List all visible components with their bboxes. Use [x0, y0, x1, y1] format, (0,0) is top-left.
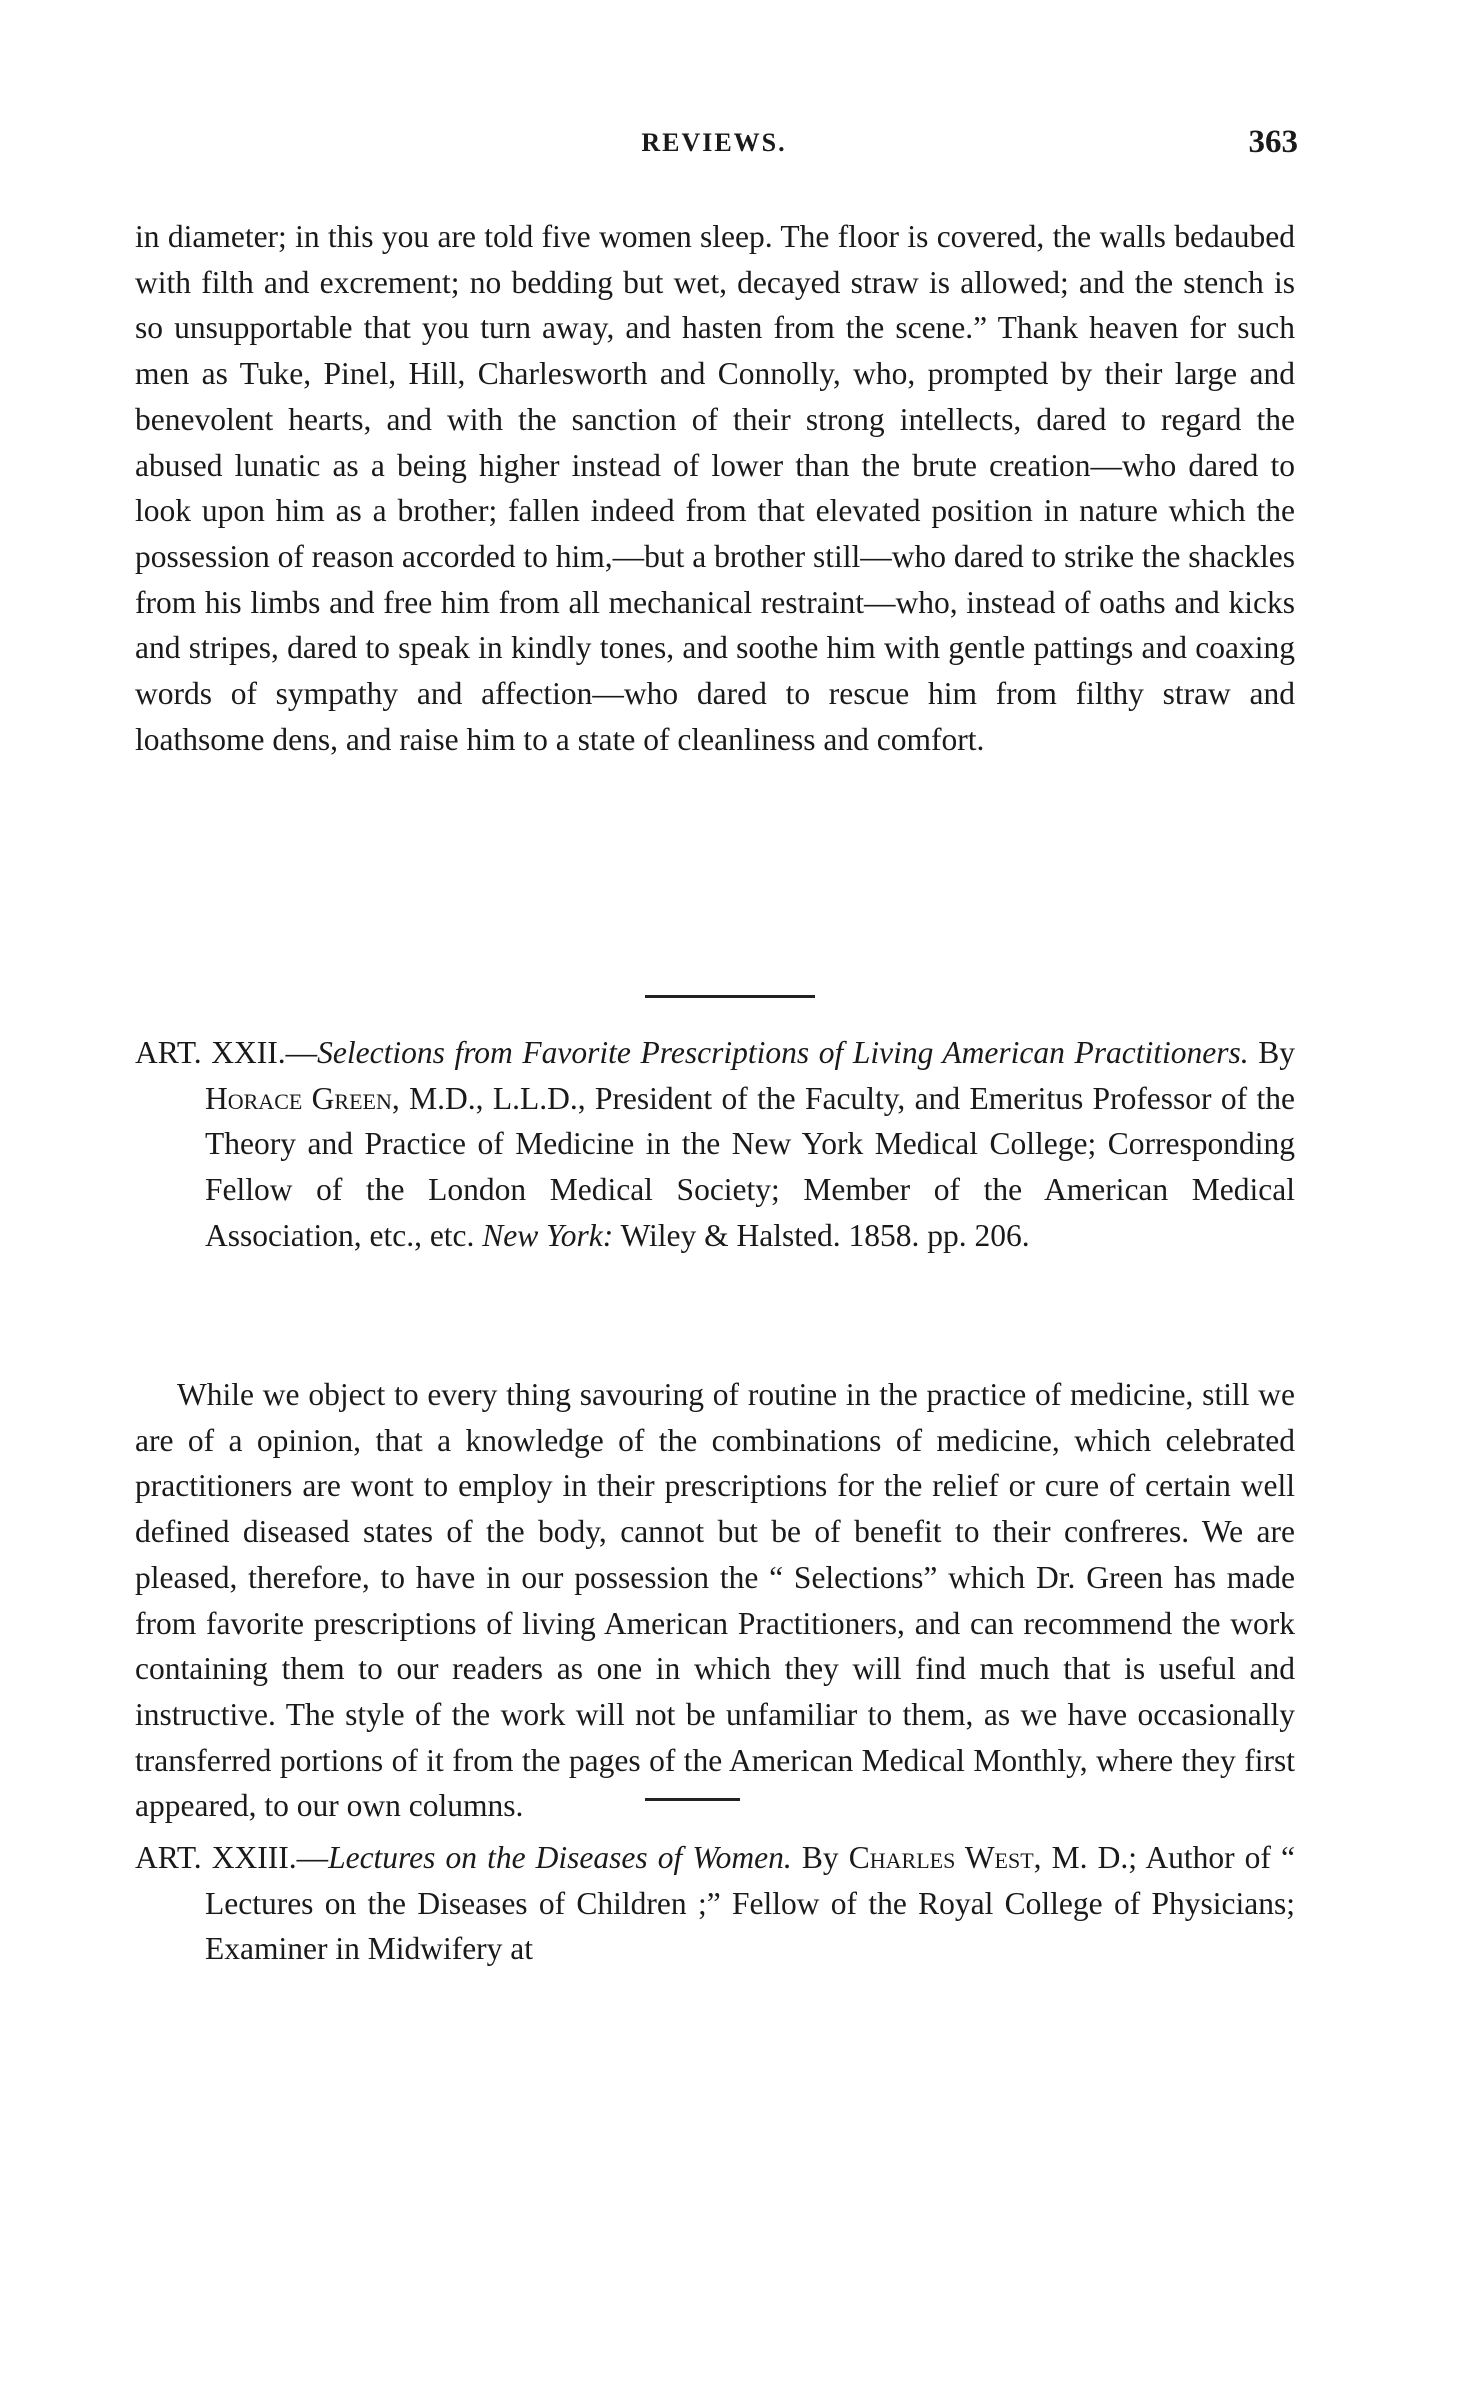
running-head: [130, 124, 1298, 168]
article-details: , M. D.; Author of “ Lectures on the Diseases of Children ;” Fellow of the Royal College of Physicians; Examiner in Midwifery at: [205, 1840, 1295, 1967]
review-paragraph: While we object to every thing savouring of routine in the practice of medicine, still we are of a opinion, that a knowledge of the combinations of medicine, which celebrated practitioners are wont to employ in their prescriptions for the relief or cure of certain well defined diseased states of the body, cannot but be of benefit to their confreres. We are pleased, therefore, to have in our possession the “ Selections” which Dr. Green has made from favorite prescriptions of living American Practitioners, and can recommend the work containing them to our readers as one in which they will find much that is useful and instructive. The style of the work will not be unfamiliar to them, as we have occasionally transferred portions of it from the pages of the American Medical Monthly, where they first appeared, to our own columns.: [135, 1377, 1295, 1824]
article-details: , M.D., L.L.D., President of the Faculty, and Emeritus Professor of the Theory and Practice of Medicine in the New York Medical College; Corresponding Fellow of the London Medical Society; Member of the American Medical Association, etc., etc.: [205, 1080, 1295, 1253]
continued-paragraph: in diameter; in this you are told five women sleep. The floor is covered, the walls bedaubed with filth and excrement; no bedding but wet, decayed straw is allowed; and the stench is so unsupportable that you turn away, and hasten from the scene.” Thank heaven for such men as Tuke, Pinel, Hill, Charlesworth and Connolly, who, prompted by their large and benevolent hearts, and with the sanction of their strong intellects, dared to regard the abused lunatic as a being higher instead of lower than the brute creation—who dared to look upon him as a brother; fallen indeed from that elevated position in nature which the possession of reason accorded to him,—but a brother still—who dared to strike the shackles from his limbs and free him from all mechanical restraint—who, instead of oaths and kicks and stripes, dared to speak in kindly tones, and soothe him with gentle pattings and coaxing words of sympathy and affection—who dared to rescue him from filthy straw and loathsome dens, and raise him to a state of cleanliness and comfort.: [135, 219, 1295, 757]
article-author: Charles West: [848, 1840, 1034, 1875]
running-title: REVIEWS.: [641, 128, 787, 157]
article-title: Lectures on the Diseases of Women.: [328, 1840, 792, 1875]
page-number: 363: [1248, 124, 1298, 160]
section-divider: [645, 995, 815, 998]
article-heading-xxiii: [135, 1835, 1295, 1972]
article-title: Selections from Favorite Prescriptions of Living American Practitioners.: [317, 1035, 1249, 1070]
article-label: ART. XXIII.—: [135, 1840, 329, 1875]
article-by: By: [791, 1840, 849, 1875]
article-place: New York:: [482, 1217, 614, 1253]
article-heading-xxii: [135, 1030, 1295, 1259]
article-label: ART. XXII.—: [135, 1035, 318, 1070]
article-by: By: [1248, 1035, 1295, 1070]
section-divider: [645, 1798, 740, 1801]
article-author: Horace Green: [205, 1080, 392, 1116]
article-publisher: Wiley & Halsted. 1858. pp. 206.: [613, 1217, 1030, 1253]
